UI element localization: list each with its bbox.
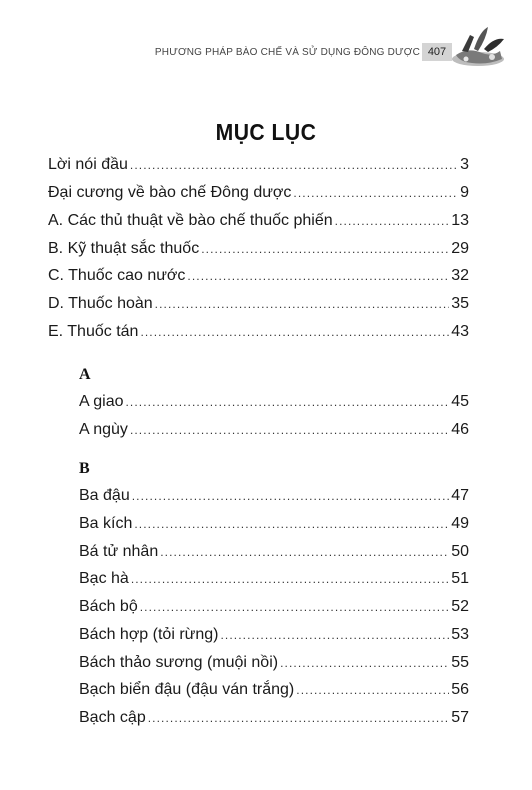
toc-entry bbox=[79, 487, 469, 505]
toc-entry-page: 45 bbox=[451, 393, 469, 410]
toc-entry-label: Lời nói đầu bbox=[48, 156, 128, 173]
toc-entry-label: B. Kỹ thuật sắc thuốc bbox=[48, 240, 200, 257]
toc-entry-page: 29 bbox=[451, 240, 469, 257]
toc-entry-page: 53 bbox=[451, 626, 469, 643]
toc-entry bbox=[79, 709, 469, 727]
toc-entry-label: C. Thuốc cao nước bbox=[48, 267, 186, 284]
toc-entry bbox=[48, 323, 469, 341]
dot-leader bbox=[293, 186, 458, 200]
toc-entry-page: 9 bbox=[460, 184, 469, 201]
toc-entry-label: Bạch biển đậu (đậu ván trắng) bbox=[79, 681, 295, 698]
toc-entry bbox=[79, 598, 469, 616]
toc-entry bbox=[79, 393, 469, 411]
dot-leader bbox=[130, 423, 449, 437]
toc-entry bbox=[79, 515, 469, 533]
dot-leader bbox=[134, 517, 449, 531]
toc-entry-label: A ngùy bbox=[79, 421, 128, 438]
toc-entry-page: 51 bbox=[451, 570, 469, 587]
toc-entry bbox=[48, 184, 469, 202]
toc-entry-label: A giao bbox=[79, 393, 124, 410]
toc-entry-label: A. Các thủ thuật về bào chế thuốc phiến bbox=[48, 212, 333, 229]
toc-entry-page: 47 bbox=[451, 487, 469, 504]
dot-leader bbox=[201, 242, 449, 256]
toc-entry bbox=[79, 626, 469, 644]
dot-leader bbox=[140, 600, 449, 614]
toc-entry-label: Bá tử nhân bbox=[79, 543, 159, 560]
dot-leader bbox=[160, 545, 449, 559]
toc-entry-page: 49 bbox=[451, 515, 469, 532]
toc-entry-page: 55 bbox=[451, 654, 469, 671]
toc-entry-label: Bách hợp (tỏi rừng) bbox=[79, 626, 219, 643]
toc-entry-page: 43 bbox=[451, 323, 469, 340]
dot-leader bbox=[296, 683, 449, 697]
toc-entry bbox=[48, 295, 469, 313]
toc-entry-page: 52 bbox=[451, 598, 469, 615]
toc-entry-page: 57 bbox=[451, 709, 469, 726]
toc-entry bbox=[48, 212, 469, 230]
dot-leader bbox=[148, 711, 449, 725]
toc-entry bbox=[79, 570, 469, 588]
toc-entry bbox=[48, 156, 469, 174]
toc-entry-label: Đại cương về bào chế Đông dược bbox=[48, 184, 292, 201]
toc-entry-label: Bạch cập bbox=[79, 709, 146, 726]
running-header bbox=[0, 43, 532, 63]
dot-leader bbox=[187, 269, 449, 283]
dot-leader bbox=[220, 628, 449, 642]
page-title: MỤC LỤC bbox=[215, 119, 317, 145]
dot-leader bbox=[140, 325, 449, 339]
dot-leader bbox=[125, 395, 449, 409]
dot-leader bbox=[335, 214, 450, 228]
toc-entry-label: D. Thuốc hoàn bbox=[48, 295, 153, 312]
toc-entry bbox=[48, 240, 469, 258]
toc-entry-page: 35 bbox=[451, 295, 469, 312]
herbal-decoration-icon bbox=[448, 21, 508, 73]
toc-entry-label: Bách thảo sương (muội nồi) bbox=[79, 654, 279, 671]
toc-entry-page: 50 bbox=[451, 543, 469, 560]
toc-entry-page: 46 bbox=[451, 421, 469, 438]
toc-entry-page: 13 bbox=[451, 212, 469, 229]
toc-entry-label: Ba kích bbox=[79, 515, 133, 532]
toc-entry-label: Bách bộ bbox=[79, 598, 138, 615]
running-title: PHƯƠNG PHÁP BÀO CHẾ VÀ SỬ DỤNG ĐÔNG DƯỢC bbox=[154, 47, 420, 58]
toc-entry bbox=[48, 267, 469, 285]
toc-entry-label: E. Thuốc tán bbox=[48, 323, 139, 340]
toc-entry-label: Bạc hà bbox=[79, 570, 129, 587]
dot-leader bbox=[155, 297, 450, 311]
page-number-badge: 407 bbox=[422, 43, 452, 61]
toc-entry-page: 3 bbox=[460, 156, 469, 173]
dot-leader bbox=[132, 489, 449, 503]
toc-entry-page: 32 bbox=[451, 267, 469, 284]
section-letter-heading: A bbox=[79, 366, 91, 383]
toc-entry-page: 56 bbox=[451, 681, 469, 698]
toc-entry-label: Ba đậu bbox=[79, 487, 130, 504]
toc-entry bbox=[79, 681, 469, 699]
dot-leader bbox=[280, 656, 449, 670]
toc-entry bbox=[79, 654, 469, 672]
dot-leader bbox=[131, 572, 449, 586]
toc-entry bbox=[79, 543, 469, 561]
toc-entry bbox=[79, 421, 469, 439]
section-letter-heading: B bbox=[79, 460, 90, 477]
dot-leader bbox=[130, 158, 458, 172]
